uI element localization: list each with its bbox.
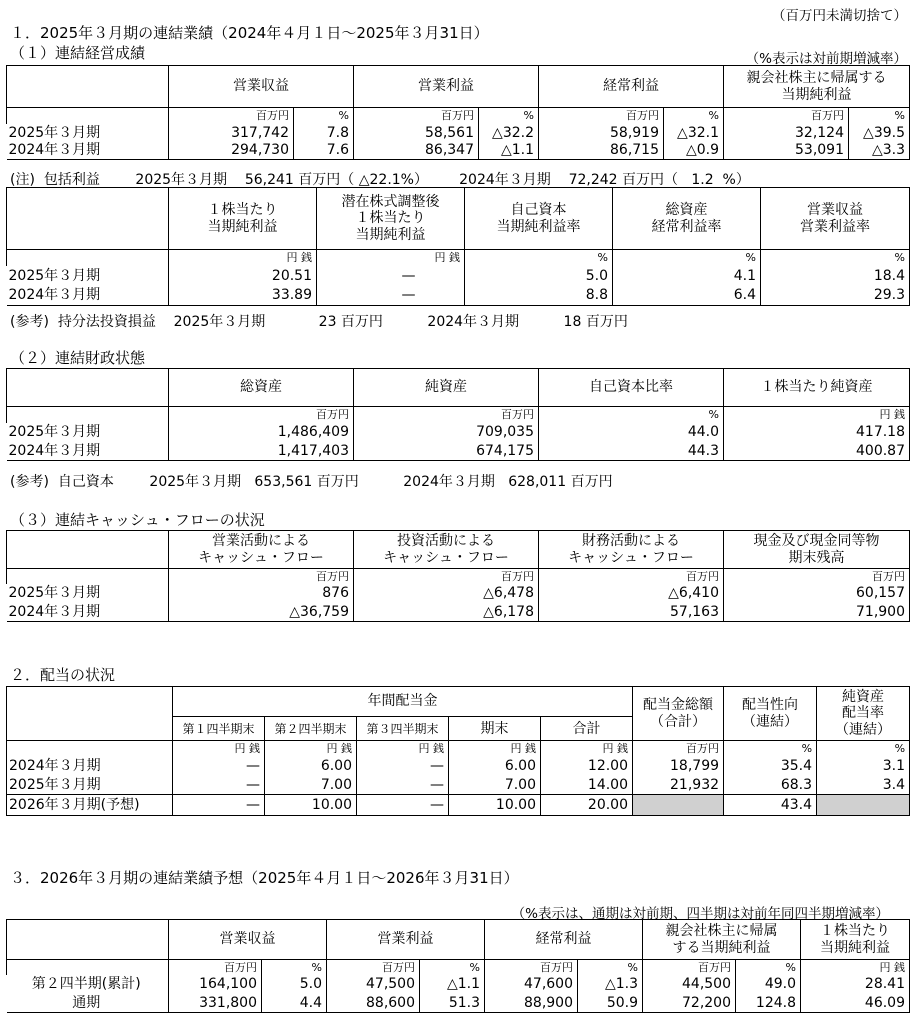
table-cell: 88,900 (485, 994, 578, 1013)
table-cell: % (736, 960, 801, 975)
header-net-income (643, 920, 801, 960)
table-cell: 百万円 (539, 569, 724, 584)
header-line: 総資産 (665, 202, 708, 219)
table-header-row (7, 250, 910, 266)
table-cell: △32.1 (664, 124, 724, 142)
table-row-forecast (7, 795, 910, 816)
header-line: 当期純利益 (781, 86, 852, 103)
header-eps (801, 920, 910, 960)
table-cell: 7.00 (265, 776, 357, 795)
table-header-row (7, 108, 910, 124)
table-cell: — (317, 286, 465, 306)
cash-flow-table (6, 530, 910, 622)
forecast-title: ３．2026年３月期の連結業績予想（2025年４月１日～2026年３月31日） (10, 869, 519, 887)
header-line: （連結） (742, 713, 799, 730)
section-1-title: １．2025年３月期の連結業績（2024年４月１日～2025年３月31日） (10, 24, 489, 42)
grey-cell (817, 795, 910, 816)
table-cell: 2024年３月期 (7, 142, 169, 160)
table-cell: 50.9 (578, 994, 643, 1013)
table-cell: 7.6 (294, 142, 354, 160)
header-q3-end: 第３四半期末 (357, 717, 449, 741)
table-cell: — (357, 795, 449, 816)
table-cell: 14.00 (541, 776, 633, 795)
forecast-note: （%表示は、通期は対前期、四半期は対前年同四半期増減率） (511, 906, 889, 922)
table-cell: 百万円 (354, 108, 479, 124)
table-cell: △6,178 (354, 603, 539, 622)
table-cell: △36,759 (169, 603, 354, 622)
table-cell: 20.00 (541, 795, 633, 816)
header-line: キャッシュ・フロー (198, 549, 324, 566)
table-cell: 1,486,409 (169, 423, 354, 442)
unit-note: （百万円未満切捨て） (772, 8, 907, 24)
table-cell: 58,919 (539, 124, 664, 142)
table-cell: 3.1 (817, 757, 910, 776)
header-operating-revenue: 営業収益 (169, 66, 354, 108)
table-cell: 32,124 (724, 124, 849, 142)
table-cell: 47,600 (485, 975, 578, 994)
header-line: 当期純利益 (207, 218, 278, 235)
table-cell: 294,730 (169, 142, 294, 160)
table-cell: 2025年３月期 (8, 267, 101, 284)
table-cell: 1,417,403 (169, 442, 354, 461)
dividend-table (6, 686, 910, 816)
table-header-row (7, 687, 910, 717)
header-line: 潜在株式調整後 (341, 194, 440, 211)
table-cell: 百万円 (724, 108, 849, 124)
table-header-row (7, 188, 910, 250)
table-cell (7, 531, 169, 569)
header-roa (613, 188, 761, 250)
table-row (7, 266, 910, 286)
table-cell: 21,932 (633, 776, 724, 795)
financial-position-table (6, 368, 910, 461)
header-line: 経常利益率 (651, 218, 722, 235)
header-line: １株当たり (207, 202, 278, 219)
table-cell (7, 920, 169, 960)
header-q2-end: 第２四半期末 (265, 717, 357, 741)
table-cell: △6,410 (539, 584, 724, 603)
table-cell: 4.1 (613, 266, 761, 286)
header-q1-end: 第１四半期末 (173, 717, 265, 741)
header-line: 配当率 (842, 705, 885, 722)
header-line: １株当たり (355, 210, 426, 227)
table-cell: 7.00 (449, 776, 541, 795)
header-bps: １株当たり純資産 (724, 369, 910, 407)
table-header-row (7, 531, 910, 569)
header-line: 財務活動による (582, 533, 680, 550)
table-cell: 88,600 (327, 994, 420, 1013)
table-cell: 百万円 (169, 960, 262, 975)
header-line: １株当たり (820, 923, 890, 940)
table-cell: 百万円 (169, 108, 294, 124)
table-cell: % (849, 108, 910, 124)
header-total: 合計 (541, 717, 633, 741)
table-cell: 29.3 (761, 286, 910, 306)
table-cell (7, 188, 169, 250)
table-cell: % (465, 250, 613, 266)
table-cell (7, 66, 169, 108)
table-row (7, 757, 910, 776)
grey-cell (633, 795, 724, 816)
table-cell: 18.4 (761, 266, 910, 286)
table-cell: 百万円 (633, 741, 724, 757)
table-cell: 通期 (7, 994, 169, 1013)
header-operating-profit: 営業利益 (327, 920, 485, 960)
header-total-assets: 総資産 (169, 369, 354, 407)
table-cell: 709,035 (354, 423, 539, 442)
header-net-assets: 純資産 (354, 369, 539, 407)
table-cell: 60,157 (724, 584, 910, 603)
table-cell: 51.3 (420, 994, 485, 1013)
table-cell (7, 369, 169, 407)
table-cell: 35.4 (724, 757, 817, 776)
table-cell: % (479, 108, 539, 124)
table-cell: % (664, 108, 724, 124)
header-line: （連結） (835, 721, 892, 738)
table-cell: 417.18 (724, 423, 910, 442)
header-line: 当期純利益 (820, 939, 890, 956)
table-cell: 44.0 (539, 423, 724, 442)
table-cell: 2024年３月期 (7, 442, 169, 461)
table-cell: 28.41 (801, 975, 910, 994)
table-cell: △39.5 (849, 124, 910, 142)
table-header-row (7, 960, 910, 975)
table-cell: % (539, 407, 724, 423)
header-operating-cf (169, 531, 354, 569)
table-cell: 876 (169, 584, 354, 603)
table-cell: 57,163 (539, 603, 724, 622)
table-cell: 10.00 (449, 795, 541, 816)
table-cell: 5.0 (465, 266, 613, 286)
table-cell (7, 250, 169, 266)
header-payout-ratio (724, 687, 817, 741)
table-cell: 317,742 (169, 124, 294, 142)
table-cell: 百万円 (539, 108, 664, 124)
header-line: 営業収益 (807, 202, 863, 219)
table-cell: 百万円 (354, 569, 539, 584)
table-cell: 44,500 (643, 975, 736, 994)
table-cell: 72,200 (643, 994, 736, 1013)
table-cell: 53,091 (724, 142, 849, 160)
table-cell: 百万円 (169, 407, 354, 423)
operating-results-note: （%表示は対前期増減率） (745, 51, 907, 67)
table-cell: — (173, 757, 265, 776)
table-cell: 10.00 (265, 795, 357, 816)
header-line: 純資産 (842, 689, 885, 706)
table-cell: 3.4 (817, 776, 910, 795)
table-row (7, 442, 910, 461)
table-row (7, 423, 910, 442)
table-cell: 71,900 (724, 603, 910, 622)
header-line: 親会社株主に帰属する (746, 70, 887, 87)
table-cell: △6,478 (354, 584, 539, 603)
table-header-row (7, 407, 910, 423)
table-cell: 49.0 (736, 975, 801, 994)
table-cell: 6.00 (449, 757, 541, 776)
table-cell: % (761, 250, 910, 266)
table-cell: 円 銭 (265, 741, 357, 757)
table-cell: — (173, 795, 265, 816)
table-cell: % (420, 960, 485, 975)
header-dividend-ratio (817, 687, 910, 741)
table-cell: △1.1 (479, 142, 539, 160)
table-row (7, 994, 910, 1013)
table-row (7, 975, 910, 994)
table-cell: 43.4 (724, 795, 817, 816)
header-financing-cf (539, 531, 724, 569)
comprehensive-income-note: (注) 包括利益 2025年３月期 56,241 百万円（ △22.1%） 2024年３月期 72,242 百万円（ 1.2 %） (10, 172, 750, 188)
table-cell: % (294, 108, 354, 124)
table-cell: 円 銭 (801, 960, 910, 975)
table-cell: 124.8 (736, 994, 801, 1013)
table-cell: 47,500 (327, 975, 420, 994)
table-cell: 5.0 (262, 975, 327, 994)
header-eps (169, 188, 317, 250)
header-ordinary-profit: 経常利益 (485, 920, 643, 960)
table-cell: △3.3 (849, 142, 910, 160)
table-cell: 百万円 (724, 569, 910, 584)
table-cell: % (817, 741, 910, 757)
header-line: 親会社株主に帰属 (665, 923, 778, 940)
table-cell: 円 銭 (357, 741, 449, 757)
header-total-dividend (633, 687, 724, 741)
header-line: キャッシュ・フロー (568, 549, 694, 566)
table-cell: △0.9 (664, 142, 724, 160)
header-ordinary-profit: 経常利益 (539, 66, 724, 108)
table-cell (7, 407, 169, 423)
header-line: 期末残高 (788, 549, 845, 566)
table-cell: 674,175 (354, 442, 539, 461)
table-row (7, 286, 910, 306)
table-cell: 2024年３月期 (7, 757, 173, 776)
table-cell: — (173, 776, 265, 795)
table-cell: 百万円 (354, 407, 539, 423)
table-cell: 46.09 (801, 994, 910, 1013)
table-header-row (7, 569, 910, 584)
header-line: 配当性向 (742, 697, 799, 714)
operating-results-title: （１）連結経営成績 (10, 44, 146, 62)
header-line: 現金及び現金同等物 (753, 533, 880, 550)
table-cell: 18,799 (633, 757, 724, 776)
dividend-title: ２．配当の状況 (10, 666, 116, 684)
equity-method-note: (参考) 持分法投資損益 2025年３月期 23 百万円 2024年３月期 18 百万円 (10, 314, 628, 330)
table-cell: — (317, 266, 465, 286)
header-net-income (724, 66, 910, 108)
table-cell: % (613, 250, 761, 266)
per-share-table (6, 187, 910, 306)
table-header-row (7, 66, 910, 108)
table-cell: 2025年３月期 (7, 776, 173, 795)
table-row (7, 776, 910, 795)
header-line: 当期純利益 (355, 226, 426, 243)
table-header-row (7, 369, 910, 407)
header-cash-end (724, 531, 910, 569)
table-cell: 2025年３月期 (8, 585, 101, 601)
table-cell: 2024年３月期 (7, 603, 169, 622)
header-line: 当期純利益率 (496, 218, 581, 235)
header-operating-margin (761, 188, 910, 250)
header-line: 営業利益率 (800, 218, 870, 235)
header-line: する当期純利益 (672, 939, 771, 956)
table-cell: 86,715 (539, 142, 664, 160)
table-row (7, 142, 910, 160)
table-cell: 円 銭 (173, 741, 265, 757)
table-cell: 44.3 (539, 442, 724, 461)
table-cell (7, 687, 173, 741)
table-cell: % (262, 960, 327, 975)
table-cell: 33.89 (169, 286, 317, 306)
table-cell: 164,100 (169, 975, 262, 994)
table-cell (7, 960, 169, 975)
table-header-row (7, 741, 910, 757)
header-line: 投資活動による (397, 533, 495, 550)
table-cell (7, 108, 169, 124)
header-annual-dividend: 年間配当金 (173, 687, 633, 717)
table-cell: 400.87 (724, 442, 910, 461)
table-cell: % (578, 960, 643, 975)
table-cell: 2025年３月期 (8, 424, 101, 440)
table-cell: — (357, 776, 449, 795)
table-cell: 円 銭 (449, 741, 541, 757)
table-cell (7, 569, 169, 584)
header-investing-cf (354, 531, 539, 569)
table-header-row (7, 920, 910, 960)
shareholders-equity-note: (参考) 自己資本 2025年３月期 653,561 百万円 2024年３月期 628,011 百万円 (10, 474, 613, 490)
table-cell: 百万円 (643, 960, 736, 975)
header-line: キャッシュ・フロー (383, 549, 509, 566)
table-cell: 6.00 (265, 757, 357, 776)
header-diluted-eps (317, 188, 465, 250)
header-line: 自己資本 (510, 202, 567, 219)
table-cell: — (357, 757, 449, 776)
table-cell: 2024年３月期 (7, 286, 169, 306)
header-roe (465, 188, 613, 250)
table-row (7, 584, 910, 603)
table-cell: △1.3 (578, 975, 643, 994)
table-cell: 8.8 (465, 286, 613, 306)
table-cell: 円 銭 (541, 741, 633, 757)
table-cell: 百万円 (485, 960, 578, 975)
table-cell: 円 銭 (169, 250, 317, 266)
header-line: 営業活動による (212, 533, 310, 550)
table-cell: 86,347 (354, 142, 479, 160)
header-line: 配当金総額 (643, 697, 714, 714)
cash-flow-title: （３）連結キャッシュ・フローの状況 (10, 511, 265, 529)
table-cell: 58,561 (354, 124, 479, 142)
table-cell: 2025年３月期 (8, 124, 101, 141)
table-cell: % (724, 741, 817, 757)
table-cell: 百万円 (169, 569, 354, 584)
table-cell: 第２四半期(累計) (31, 976, 141, 992)
header-operating-revenue: 営業収益 (169, 920, 327, 960)
table-cell: 6.4 (613, 286, 761, 306)
table-cell: 2026年３月期(予想) (7, 795, 173, 816)
table-cell: △32.2 (479, 124, 539, 142)
table-cell: 円 銭 (724, 407, 910, 423)
table-cell: 百万円 (327, 960, 420, 975)
table-row (7, 124, 910, 142)
header-equity-ratio: 自己資本比率 (539, 369, 724, 407)
table-row (7, 603, 910, 622)
table-cell (7, 741, 173, 757)
table-cell: 68.3 (724, 776, 817, 795)
table-cell: △1.1 (420, 975, 485, 994)
forecast-table (6, 919, 910, 1013)
header-line: （合計） (650, 713, 707, 730)
table-cell: 4.4 (262, 994, 327, 1013)
financial-position-title: （２）連結財政状態 (10, 349, 146, 367)
table-cell: 331,800 (169, 994, 262, 1013)
header-year-end: 期末 (449, 717, 541, 741)
operating-results-table (6, 65, 910, 160)
table-cell: 20.51 (169, 266, 317, 286)
table-cell: 円 銭 (317, 250, 465, 266)
header-operating-profit: 営業利益 (354, 66, 539, 108)
table-cell: 7.8 (294, 124, 354, 142)
table-cell: 12.00 (541, 757, 633, 776)
